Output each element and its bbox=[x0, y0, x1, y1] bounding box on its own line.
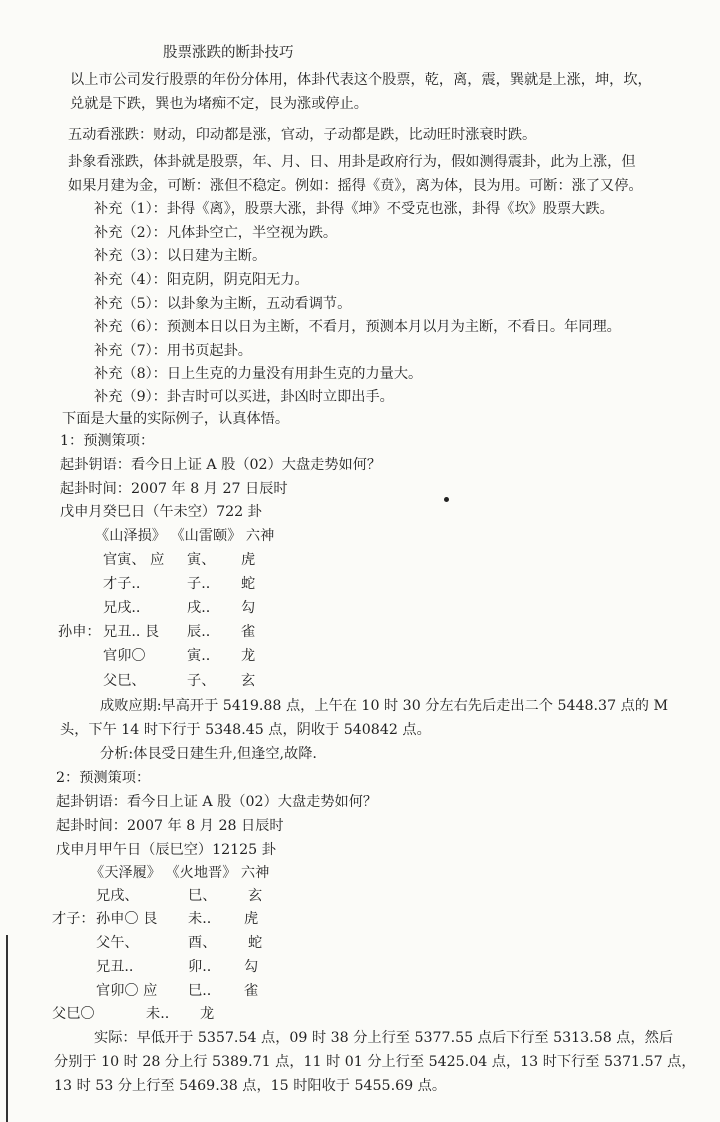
ex2-actual-line-1: 实际：早低开于 5357.54 点，09 时 38 分上行至 5377.55 点后下行至 5313.58 点，然后 bbox=[94, 1030, 674, 1046]
ex1-line-main: 官卯〇 bbox=[103, 648, 146, 664]
ex1-analysis: 分析:体艮受日建生升,但逢空,故降. bbox=[100, 746, 317, 762]
rule-five-movements: 五动看涨跌：财动，印动都是涨，官动，子动都是跌，比动旺时涨衰时跌。 bbox=[68, 127, 537, 143]
ex2-line-god: 龙 bbox=[200, 1006, 215, 1022]
ex1-line-god: 蛇 bbox=[241, 576, 256, 592]
ex1-question: 起卦钥语：看今日上证 A 股（02）大盘走势如何？ bbox=[60, 457, 382, 473]
ex2-line-main: 官卯〇 应 bbox=[96, 983, 158, 999]
ex1-line-main: 才子.. bbox=[103, 576, 141, 592]
ex1-line-change: 子、 bbox=[187, 673, 216, 689]
ex1-line-god: 雀 bbox=[241, 624, 256, 640]
ex2-line-main: 父巳〇 bbox=[52, 1006, 95, 1022]
ex1-line-main: 兄丑.. 艮 bbox=[103, 624, 160, 640]
ex2-line-god: 玄 bbox=[248, 888, 263, 904]
ex2-line-change: 卯.. bbox=[188, 959, 212, 975]
ex1-line-main: 官寅、 应 bbox=[103, 552, 165, 568]
ex2-line-change: 巳.. bbox=[188, 983, 212, 999]
ex2-actual-line-3: 13 时 53 分上行至 5469.38 点，15 时阳收于 5455.69 点。 bbox=[54, 1078, 447, 1094]
ex2-line-main: 兄戌、 bbox=[96, 888, 139, 904]
ex2-line-main: 孙申〇 艮 bbox=[96, 911, 158, 927]
ex1-date: 戊申月癸巳日（午未空）722 卦 bbox=[60, 504, 262, 520]
ex2-gua-names: 《天泽履》 《火地晋》 六神 bbox=[90, 865, 270, 881]
ex2-question: 起卦钥语：看今日上证 A 股（02）大盘走势如何？ bbox=[56, 794, 378, 810]
supplement-9: 补充（9）：卦吉时可以买进，卦凶时立即出手。 bbox=[94, 389, 394, 405]
ex1-line-change: 寅、 bbox=[187, 552, 216, 568]
ex1-heading: 1：预测策项： bbox=[60, 433, 155, 449]
ex1-line-god: 虎 bbox=[241, 552, 256, 568]
ex1-line-god: 勾 bbox=[241, 600, 256, 616]
ex2-actual-line-2: 分别于 10 时 28 分上行 5389.71 点，11 时 01 分上行至 5425.04 点，13 时下行至 5371.57 点， bbox=[54, 1054, 696, 1070]
ex1-line-main: 父巳、 bbox=[103, 673, 146, 689]
ex1-line-prefix: 孙申： bbox=[58, 624, 101, 640]
supplement-4: 补充（4）：阳克阴，阴克阳无力。 bbox=[94, 272, 309, 288]
supplement-7: 补充（7）：用书页起卦。 bbox=[94, 343, 252, 359]
examples-intro: 下面是大量的实际例子，认真体悟。 bbox=[62, 411, 290, 427]
intro-line-1: 以上市公司发行股票的年份分体用，体卦代表这个股票，乾，离，震，巽就是上涨，坤，坎， bbox=[70, 72, 652, 88]
ex1-line-god: 龙 bbox=[241, 648, 256, 664]
ex2-time: 起卦时间：2007 年 8 月 28 日辰时 bbox=[56, 818, 284, 834]
ex2-line-change: 酉、 bbox=[188, 935, 217, 951]
supplement-8: 补充（8）：日上生克的力量没有用卦生克的力量大。 bbox=[94, 366, 423, 382]
ex1-result-line-2: 头，下午 14 时下行于 5348.45 点，阴收于 540842 点。 bbox=[60, 722, 431, 738]
ex2-line-god: 勾 bbox=[244, 959, 259, 975]
supplement-6: 补充（6）：预测本日以日为主断，不看月，预测本月以月为主断，不看日。年同理。 bbox=[94, 319, 621, 335]
intro-line-2: 兑就是下跌，巽也为堵痴不定，艮为涨或停止。 bbox=[70, 96, 368, 112]
supplement-3: 补充（3）：以日建为主断。 bbox=[94, 248, 267, 264]
binding-edge-line bbox=[6, 935, 8, 1122]
gua-xiang-line-2: 如果月建为金，可断：涨但不稳定。例如：摇得《贲》，离为体，艮为用。可断：涨了又停。 bbox=[68, 178, 643, 194]
ex1-line-change: 寅.. bbox=[187, 648, 211, 664]
ex2-date: 戊申月甲午日（辰巳空）12125 卦 bbox=[56, 842, 276, 858]
ex2-line-main: 兄丑.. bbox=[96, 959, 134, 975]
ex1-line-main: 兄戌.. bbox=[103, 600, 141, 616]
supplement-2: 补充（2）：凡体卦空亡，半空视为跌。 bbox=[94, 225, 338, 241]
ex1-line-change: 辰.. bbox=[187, 624, 211, 640]
ex2-line-god: 蛇 bbox=[248, 935, 263, 951]
doc-title: 股票涨跌的断卦技巧 bbox=[163, 45, 294, 61]
ex2-line-god: 雀 bbox=[244, 983, 259, 999]
ex2-line-change: 未.. bbox=[188, 911, 212, 927]
ex2-line-main: 父午、 bbox=[96, 935, 139, 951]
ex2-line-change: 巳、 bbox=[188, 888, 217, 904]
ex1-gua-names: 《山泽损》 《山雷颐》 六神 bbox=[95, 528, 275, 544]
supplement-1: 补充（1）：卦得《离》，股票大涨，卦得《坤》不受克也涨，卦得《坎》股票大跌。 bbox=[94, 201, 614, 217]
supplement-5: 补充（5）：以卦象为主断，五动看调节。 bbox=[94, 296, 352, 312]
ex1-result-line-1: 成败应期:早高开于 5419.88 点，上午在 10 时 30 分左右先后走出二个 5448.37 点的 M bbox=[100, 698, 669, 714]
ex2-heading: 2：预测策项： bbox=[56, 770, 151, 786]
ex2-line-change: 未.. bbox=[146, 1006, 170, 1022]
ex1-line-change: 戌.. bbox=[187, 600, 211, 616]
gua-xiang-line-1: 卦象看涨跌，体卦就是股票，年、月、日、用卦是政府行为，假如测得震卦，此为上涨，但 bbox=[68, 154, 636, 170]
ex1-line-god: 玄 bbox=[241, 673, 256, 689]
ex1-line-change: 子.. bbox=[187, 576, 211, 592]
ex2-line-god: 虎 bbox=[244, 911, 259, 927]
ex1-time: 起卦时间：2007 年 8 月 27 日辰时 bbox=[60, 481, 288, 497]
scan-speck bbox=[444, 497, 449, 502]
ex2-line-prefix: 才子： bbox=[52, 911, 95, 927]
